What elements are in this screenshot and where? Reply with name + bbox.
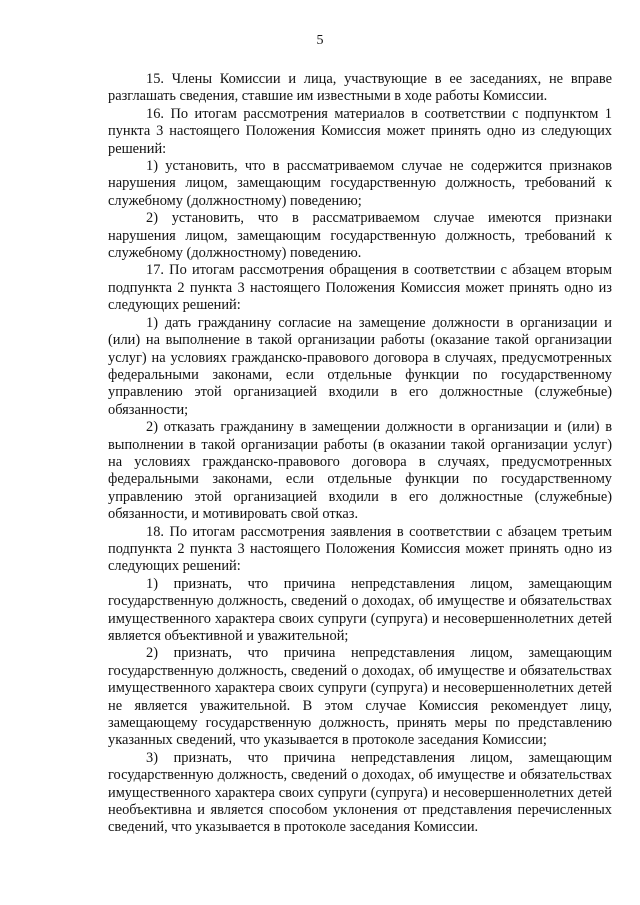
- paragraph-16-item-1: 1) установить, что в рассматриваемом случае не содержится признаков нарушения лицом, замещающим государственную должность, требований к служебному (должностному) поведению;: [108, 158, 612, 209]
- paragraph-18: 18. По итогам рассмотрения заявления в соответствии с абзацем третьим подпункта 2 пункта 3 настоящего Положения Комиссия может принять одно из следующих решений:: [108, 523, 612, 575]
- paragraph-18-item-2: 2) признать, что причина непредставления лицом, замещающим государственную должность, сведений о доходах, об имуществе и обязательствах имущественного характера своих супруги (супруга) и несовершеннолетних детей не является уважительной. В этом случае Комиссия рекомендует лицу, замещающему государственную должность, принять меры по представлению указанных сведений, что указывается в протоколе заседания Комиссии;: [108, 645, 612, 749]
- page-number: 5: [316, 33, 324, 48]
- paragraph-16-item-2: 2) установить, что в рассматриваемом случае имеются признаки нарушения лицом, замещающим государственную должность, требований к служебному (должностному) поведению.: [108, 210, 612, 262]
- paragraph-17: 17. По итогам рассмотрения обращения в соответствии с абзацем вторым подпункта 2 пункта 3 настоящего Положения Комиссия может принять одно из следующих решений:: [108, 262, 612, 314]
- paragraph-17-item-2: 2) отказать гражданину в замещении должности в организации и (или) в выполнении в такой организации работы (в оказании такой организации услуг) на условиях гражданско-правового договора в случаях, предусмотренных федеральными законами, если отдельные функции по государственному управлению этой организацией входили в его должностные (служебные) обязанности, и мотивировать свой отказ.: [108, 419, 612, 523]
- paragraph-18-item-1: 1) признать, что причина непредставления лицом, замещающим государственную должность, сведений о доходах, об имуществе и обязательствах имущественного характера своих супруги (супруга) и несовершеннолетних детей является объективной и уважительной;: [108, 575, 612, 644]
- paragraph-17-item-1: 1) дать гражданину согласие на замещение должности в организации и (или) на выполнение в такой организации работы (оказание такой организации услуг) на условиях гражданско-правового договора в случаях, предусмотренных федеральными законами, если отдельные функции по государственному управлению этой организацией входили в его должностные (служебные) обязанности;: [108, 314, 612, 418]
- paragraph-18-item-3: 3) признать, что причина непредставления лицом, замещающим государственную должность, сведений о доходах, об имуществе и обязательствах имущественного характера своих супруги (супруга) и несовершеннолетних детей необъективна и является способом уклонения от представления перечисленных сведений, что указывается в протоколе заседания Комиссии.: [108, 749, 612, 836]
- paragraph-16: 16. По итогам рассмотрения материалов в соответствии с подпунктом 1 пункта 3 настоящего Положения Комиссия может принять одно из следующих решений:: [108, 105, 612, 157]
- document-body: [108, 71, 612, 837]
- paragraph-15: 15. Члены Комиссии и лица, участвующие в ее заседаниях, не вправе разглашать сведения, ставшие им известными в ходе работы Комиссии.: [108, 71, 612, 105]
